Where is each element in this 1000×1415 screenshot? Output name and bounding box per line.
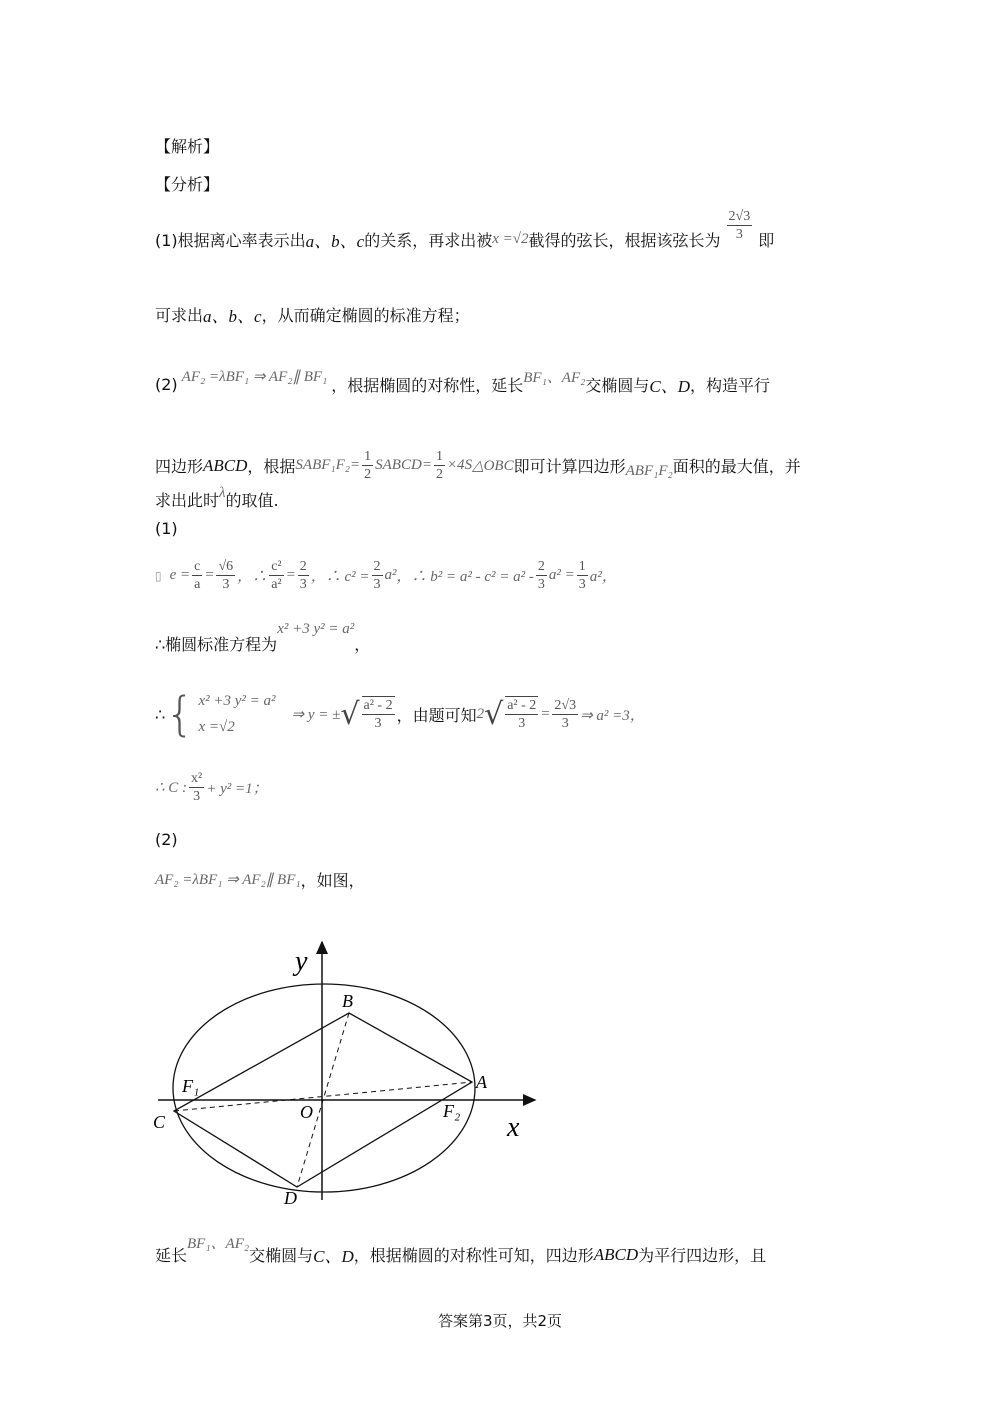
denominator: 2 — [364, 467, 372, 482]
math: + y² =1； — [206, 781, 268, 797]
math: = — [350, 457, 361, 473]
math: ，∴ — [237, 569, 268, 585]
vars: C、D — [649, 377, 690, 396]
math: ABF₁F₂ — [625, 463, 673, 479]
math: = — [540, 705, 551, 722]
text: 求出此时 — [155, 491, 220, 510]
math: △OBC — [472, 458, 514, 474]
origin-label: O — [300, 1102, 313, 1122]
last-line — [155, 1236, 767, 1267]
numerator: 2 — [299, 559, 307, 574]
vars: C、D — [313, 1247, 354, 1266]
denominator: a — [194, 577, 201, 592]
text: ，根据椭圆的对称性，延长 — [331, 376, 524, 395]
text: 延长 — [155, 1246, 188, 1265]
numerator: 1 — [364, 449, 372, 464]
text: 即 — [758, 231, 775, 250]
denominator: 3 — [735, 227, 743, 242]
math: ×4 — [446, 457, 465, 473]
text: 四边形 — [155, 457, 204, 476]
math: AF₂ =λBF₁ ⇒ AF₂∥ BF₁ — [155, 872, 301, 888]
text: ∴ — [155, 704, 166, 724]
sqrt-sign: √ — [484, 696, 504, 732]
point-c-label: C — [153, 1112, 166, 1132]
vars: a、b、c — [305, 232, 365, 251]
y-axis-label: y — [295, 946, 308, 977]
part-1-label: (1) — [155, 519, 178, 538]
vars: a、b、c — [203, 307, 262, 326]
numerator: c² — [271, 559, 282, 574]
heading-fenxi: 【分析】 — [155, 175, 220, 194]
numerator: a² - 2 — [507, 698, 537, 713]
text: 即可计算四边形 — [513, 457, 626, 476]
math: λ — [219, 485, 226, 501]
focus-f2-label: F₂ — [443, 1101, 461, 1121]
math: ABCD — [382, 457, 422, 473]
numerator: c — [194, 559, 201, 574]
text: ，根据椭圆的对称性可知，四边形 — [353, 1246, 594, 1265]
denominator: 2 — [435, 467, 443, 482]
heading-jiexi: 【解析】 — [155, 137, 220, 156]
denominator: 3 — [373, 577, 381, 592]
numerator: a² - 2 — [363, 698, 393, 713]
text: 截得的弦长，根据该弦长为 — [528, 231, 721, 250]
math: = — [285, 567, 296, 583]
math: = — [421, 457, 432, 473]
math: = — [204, 567, 215, 583]
numerator: 1 — [435, 449, 443, 464]
vars: ABCD — [593, 1244, 639, 1264]
part-2-label: (2) — [155, 830, 178, 849]
math: a²， — [589, 569, 617, 585]
denominator: 3 — [561, 715, 569, 731]
numerator: x² — [191, 771, 203, 786]
numerator: 2√3 — [554, 697, 577, 713]
text: 交椭圆与 — [249, 1246, 314, 1265]
denominator: 3 — [222, 577, 230, 592]
denominator: 3 — [578, 577, 586, 592]
text: 可求出 — [155, 306, 204, 325]
text: 为平行四边形，且 — [638, 1246, 767, 1265]
text: (2) — [155, 375, 178, 394]
focus-f1-label: F₁ — [182, 1076, 200, 1096]
text: ∴椭圆标准方程为 — [155, 635, 278, 654]
point-b-label: B — [342, 991, 353, 1011]
vars: ABCD — [203, 455, 248, 475]
math: ⇒ a² =3， — [580, 707, 645, 724]
denominator: 3 — [537, 577, 545, 592]
denominator: a² — [271, 577, 282, 592]
text: 面积的最大值，并 — [672, 457, 801, 476]
numerator: 2√3 — [728, 209, 751, 224]
math: 2 — [476, 705, 485, 722]
numerator: 2 — [373, 559, 381, 574]
math: BF₁、AF₂ — [187, 1236, 250, 1252]
math: S — [295, 457, 303, 473]
text: ，如图， — [300, 871, 365, 890]
text: ，由题可知 — [396, 705, 477, 725]
text: ，构造平行 — [690, 376, 771, 395]
math: S — [375, 457, 383, 473]
math: e = — [169, 567, 191, 583]
text: ，根据 — [247, 457, 296, 476]
text: 的取值. — [225, 491, 279, 510]
point-d-label: D — [284, 1188, 297, 1208]
text: 的关系，再求出被 — [364, 231, 493, 250]
math: x² +3 y² = a² — [277, 621, 355, 637]
numerator: √6 — [218, 559, 234, 574]
brace: { — [165, 687, 195, 741]
math: BF₁、AF₂ — [523, 370, 586, 386]
text: ，从而确定椭圆的标准方程； — [261, 306, 470, 325]
ellipse — [173, 984, 475, 1192]
numerator: 2 — [537, 559, 545, 574]
math: ⇒ y = ± — [291, 706, 341, 723]
text: 交椭圆与 — [585, 376, 650, 395]
math: x =√2 — [198, 719, 235, 735]
math: ，∴ b² = a² - c² = a² - — [396, 569, 534, 585]
math: a² — [384, 567, 397, 583]
math: x² +3 y² = a² — [198, 693, 276, 709]
x-axis-label: x — [507, 1112, 520, 1143]
denominator: 3 — [193, 789, 201, 804]
point-a-label: A — [476, 1072, 487, 1092]
math: S — [464, 457, 473, 473]
numerator: 1 — [578, 559, 586, 574]
math: ∴ C : — [155, 780, 188, 796]
missing-glyph-box: ▯ — [155, 568, 162, 583]
math: x =√2 — [492, 231, 529, 247]
text: (1)根据离心率表示出 — [155, 231, 306, 250]
math: AF₂ =λBF₁ ⇒ AF₂∥ BF₁ — [181, 369, 328, 385]
denominator: 3 — [299, 577, 307, 592]
denominator: 3 — [374, 716, 382, 731]
math: ，∴ c² = — [310, 569, 370, 585]
page-footer: 答案第3页，共2页 — [437, 1312, 563, 1330]
math: a² = — [548, 567, 575, 583]
denominator: 3 — [518, 716, 526, 731]
text: ， — [354, 635, 371, 654]
math: ABF₁F₂ — [302, 457, 351, 473]
sqrt-sign: √ — [340, 696, 360, 732]
